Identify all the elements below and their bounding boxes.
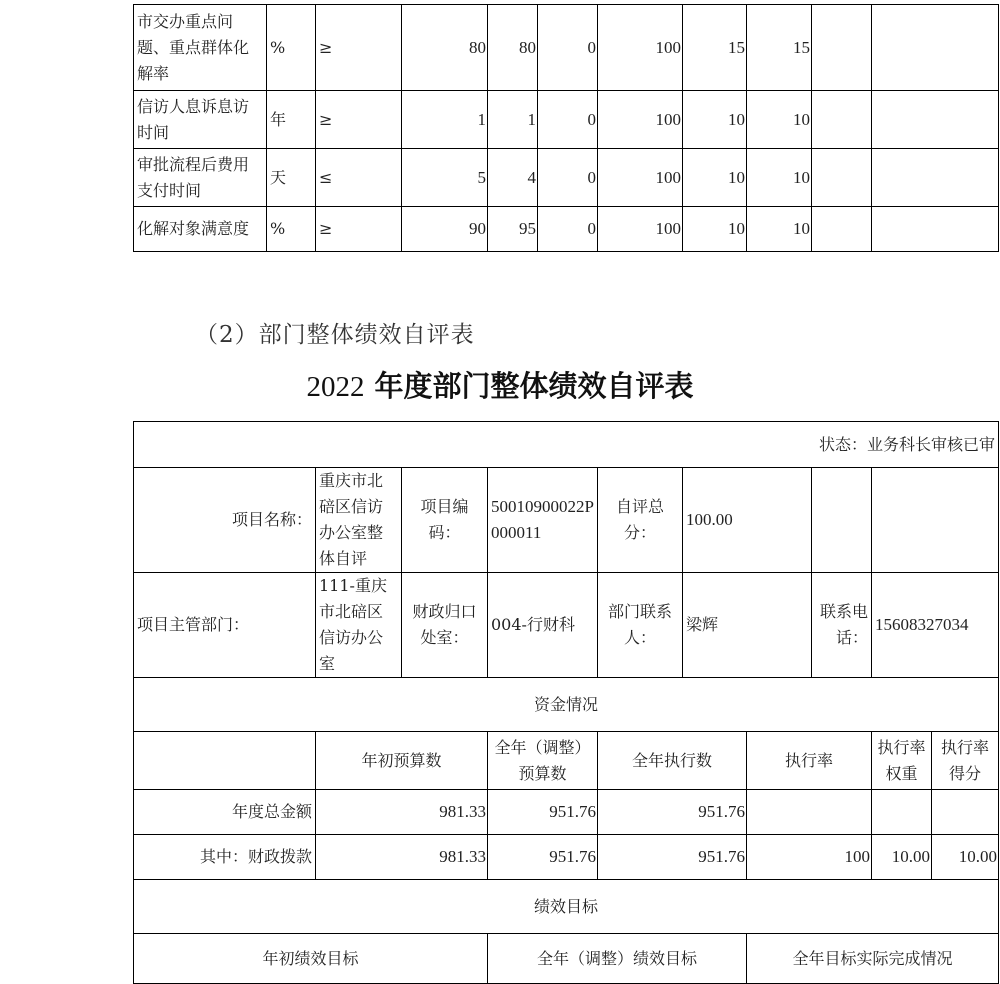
project-name-label: 项目名称： — [134, 468, 316, 573]
indicator-weight: 10 — [683, 91, 747, 149]
funds-row-label: 年度总金额 — [134, 790, 316, 835]
goals-header-actual: 全年目标实际完成情况 — [747, 934, 999, 984]
title-year: 2022 — [306, 371, 365, 403]
project-code-value: 50010900022P000011 — [488, 468, 598, 573]
contact-label: 部门联系人： — [598, 573, 683, 678]
indicator-actual: 1 — [488, 91, 538, 149]
indicator-score: 10 — [747, 207, 812, 252]
goals-header-initial: 年初绩效目标 — [134, 934, 488, 984]
indicator-row — [134, 91, 999, 149]
indicator-name: 审批流程后费用支付时间 — [134, 149, 267, 207]
phone-value: 15608327034 — [872, 573, 999, 678]
indicator-name: 市交办重点问题、重点群体化解率 — [134, 5, 267, 91]
total-score-label: 自评总分： — [598, 468, 683, 573]
indicator-actual: 4 — [488, 149, 538, 207]
empty-cell — [872, 5, 999, 91]
indicator-completion: 100 — [598, 91, 683, 149]
funds-section-title: 资金情况 — [134, 678, 999, 732]
department-value: 111-重庆市北碚区信访办公室 — [316, 573, 402, 678]
empty-cell — [812, 207, 872, 252]
indicator-completion: 100 — [598, 5, 683, 91]
indicator-operator: ≥ — [316, 91, 402, 149]
empty-cell — [812, 91, 872, 149]
funds-row — [134, 790, 999, 835]
funds-initial: 981.33 — [316, 835, 488, 880]
funds-header-adjusted: 全年（调整）预算数 — [488, 732, 598, 790]
funds-rate-score: 10.00 — [932, 835, 999, 880]
funds-row-label: 其中：财政拨款 — [134, 835, 316, 880]
department-label: 项目主管部门： — [134, 573, 316, 678]
title-text: 年度部门整体绩效自评表 — [374, 369, 694, 403]
funds-rate: 100 — [747, 835, 872, 880]
indicator-unit: 年 — [267, 91, 316, 149]
indicator-target: 90 — [402, 207, 488, 252]
empty-cell — [812, 149, 872, 207]
indicator-unit: 天 — [267, 149, 316, 207]
indicator-target: 5 — [402, 149, 488, 207]
funds-rate-weight — [872, 790, 932, 835]
indicator-deviation: 0 — [538, 5, 598, 91]
empty-cell — [872, 149, 999, 207]
empty-cell — [812, 468, 872, 573]
document-title — [0, 364, 1000, 405]
empty-cell — [872, 207, 999, 252]
indicator-actual: 80 — [488, 5, 538, 91]
total-score-value: 100.00 — [683, 468, 812, 573]
funds-adjusted: 951.76 — [488, 790, 598, 835]
empty-cell — [872, 91, 999, 149]
indicator-deviation: 0 — [538, 91, 598, 149]
funds-header-rate-score: 执行率得分 — [932, 732, 999, 790]
funds-row — [134, 835, 999, 880]
indicator-score: 15 — [747, 5, 812, 91]
indicator-score: 10 — [747, 149, 812, 207]
funds-initial: 981.33 — [316, 790, 488, 835]
funds-header-initial: 年初预算数 — [316, 732, 488, 790]
indicator-name: 信访人息诉息访时间 — [134, 91, 267, 149]
indicator-row — [134, 5, 999, 91]
empty-cell — [812, 5, 872, 91]
project-info-row — [134, 468, 999, 573]
goals-section-row — [134, 880, 999, 934]
status-text: 状态：业务科长审核已审 — [134, 422, 999, 468]
finance-office-value: 004-行财科 — [488, 573, 598, 678]
funds-executed: 951.76 — [598, 790, 747, 835]
funds-rate-score — [932, 790, 999, 835]
funds-section-row — [134, 678, 999, 732]
indicator-operator: ≤ — [316, 149, 402, 207]
indicator-operator: ≥ — [316, 5, 402, 91]
goals-header-row — [134, 934, 999, 984]
indicator-operator: ≥ — [316, 207, 402, 252]
funds-header-row — [134, 732, 999, 790]
funds-adjusted: 951.76 — [488, 835, 598, 880]
funds-header-executed: 全年执行数 — [598, 732, 747, 790]
indicator-row — [134, 149, 999, 207]
goals-section-title: 绩效目标 — [134, 880, 999, 934]
indicator-completion: 100 — [598, 207, 683, 252]
funds-executed: 951.76 — [598, 835, 747, 880]
department-info-row — [134, 573, 999, 678]
indicator-score: 10 — [747, 91, 812, 149]
funds-header-rate-weight: 执行率权重 — [872, 732, 932, 790]
indicator-target: 80 — [402, 5, 488, 91]
indicator-target: 1 — [402, 91, 488, 149]
evaluation-table — [133, 421, 999, 984]
indicator-deviation: 0 — [538, 207, 598, 252]
indicator-weight: 15 — [683, 5, 747, 91]
section-heading: （2）部门整体绩效自评表 — [195, 322, 475, 348]
indicator-unit: % — [267, 5, 316, 91]
indicator-completion: 100 — [598, 149, 683, 207]
empty-cell — [134, 732, 316, 790]
indicator-name: 化解对象满意度 — [134, 207, 267, 252]
project-code-label: 项目编码： — [402, 468, 488, 573]
indicator-unit: % — [267, 207, 316, 252]
project-name-value: 重庆市北碚区信访办公室整体自评 — [316, 468, 402, 573]
indicator-row — [134, 207, 999, 252]
indicator-actual: 95 — [488, 207, 538, 252]
goals-header-adjusted: 全年（调整）绩效目标 — [488, 934, 747, 984]
funds-rate-weight: 10.00 — [872, 835, 932, 880]
funds-header-rate: 执行率 — [747, 732, 872, 790]
contact-value: 梁辉 — [683, 573, 812, 678]
phone-label: 联系电话： — [812, 573, 872, 678]
indicator-deviation: 0 — [538, 149, 598, 207]
indicator-weight: 10 — [683, 149, 747, 207]
finance-office-label: 财政归口处室： — [402, 573, 488, 678]
funds-rate — [747, 790, 872, 835]
indicator-table — [133, 4, 999, 252]
empty-cell — [872, 468, 999, 573]
indicator-weight: 10 — [683, 207, 747, 252]
status-row — [134, 422, 999, 468]
